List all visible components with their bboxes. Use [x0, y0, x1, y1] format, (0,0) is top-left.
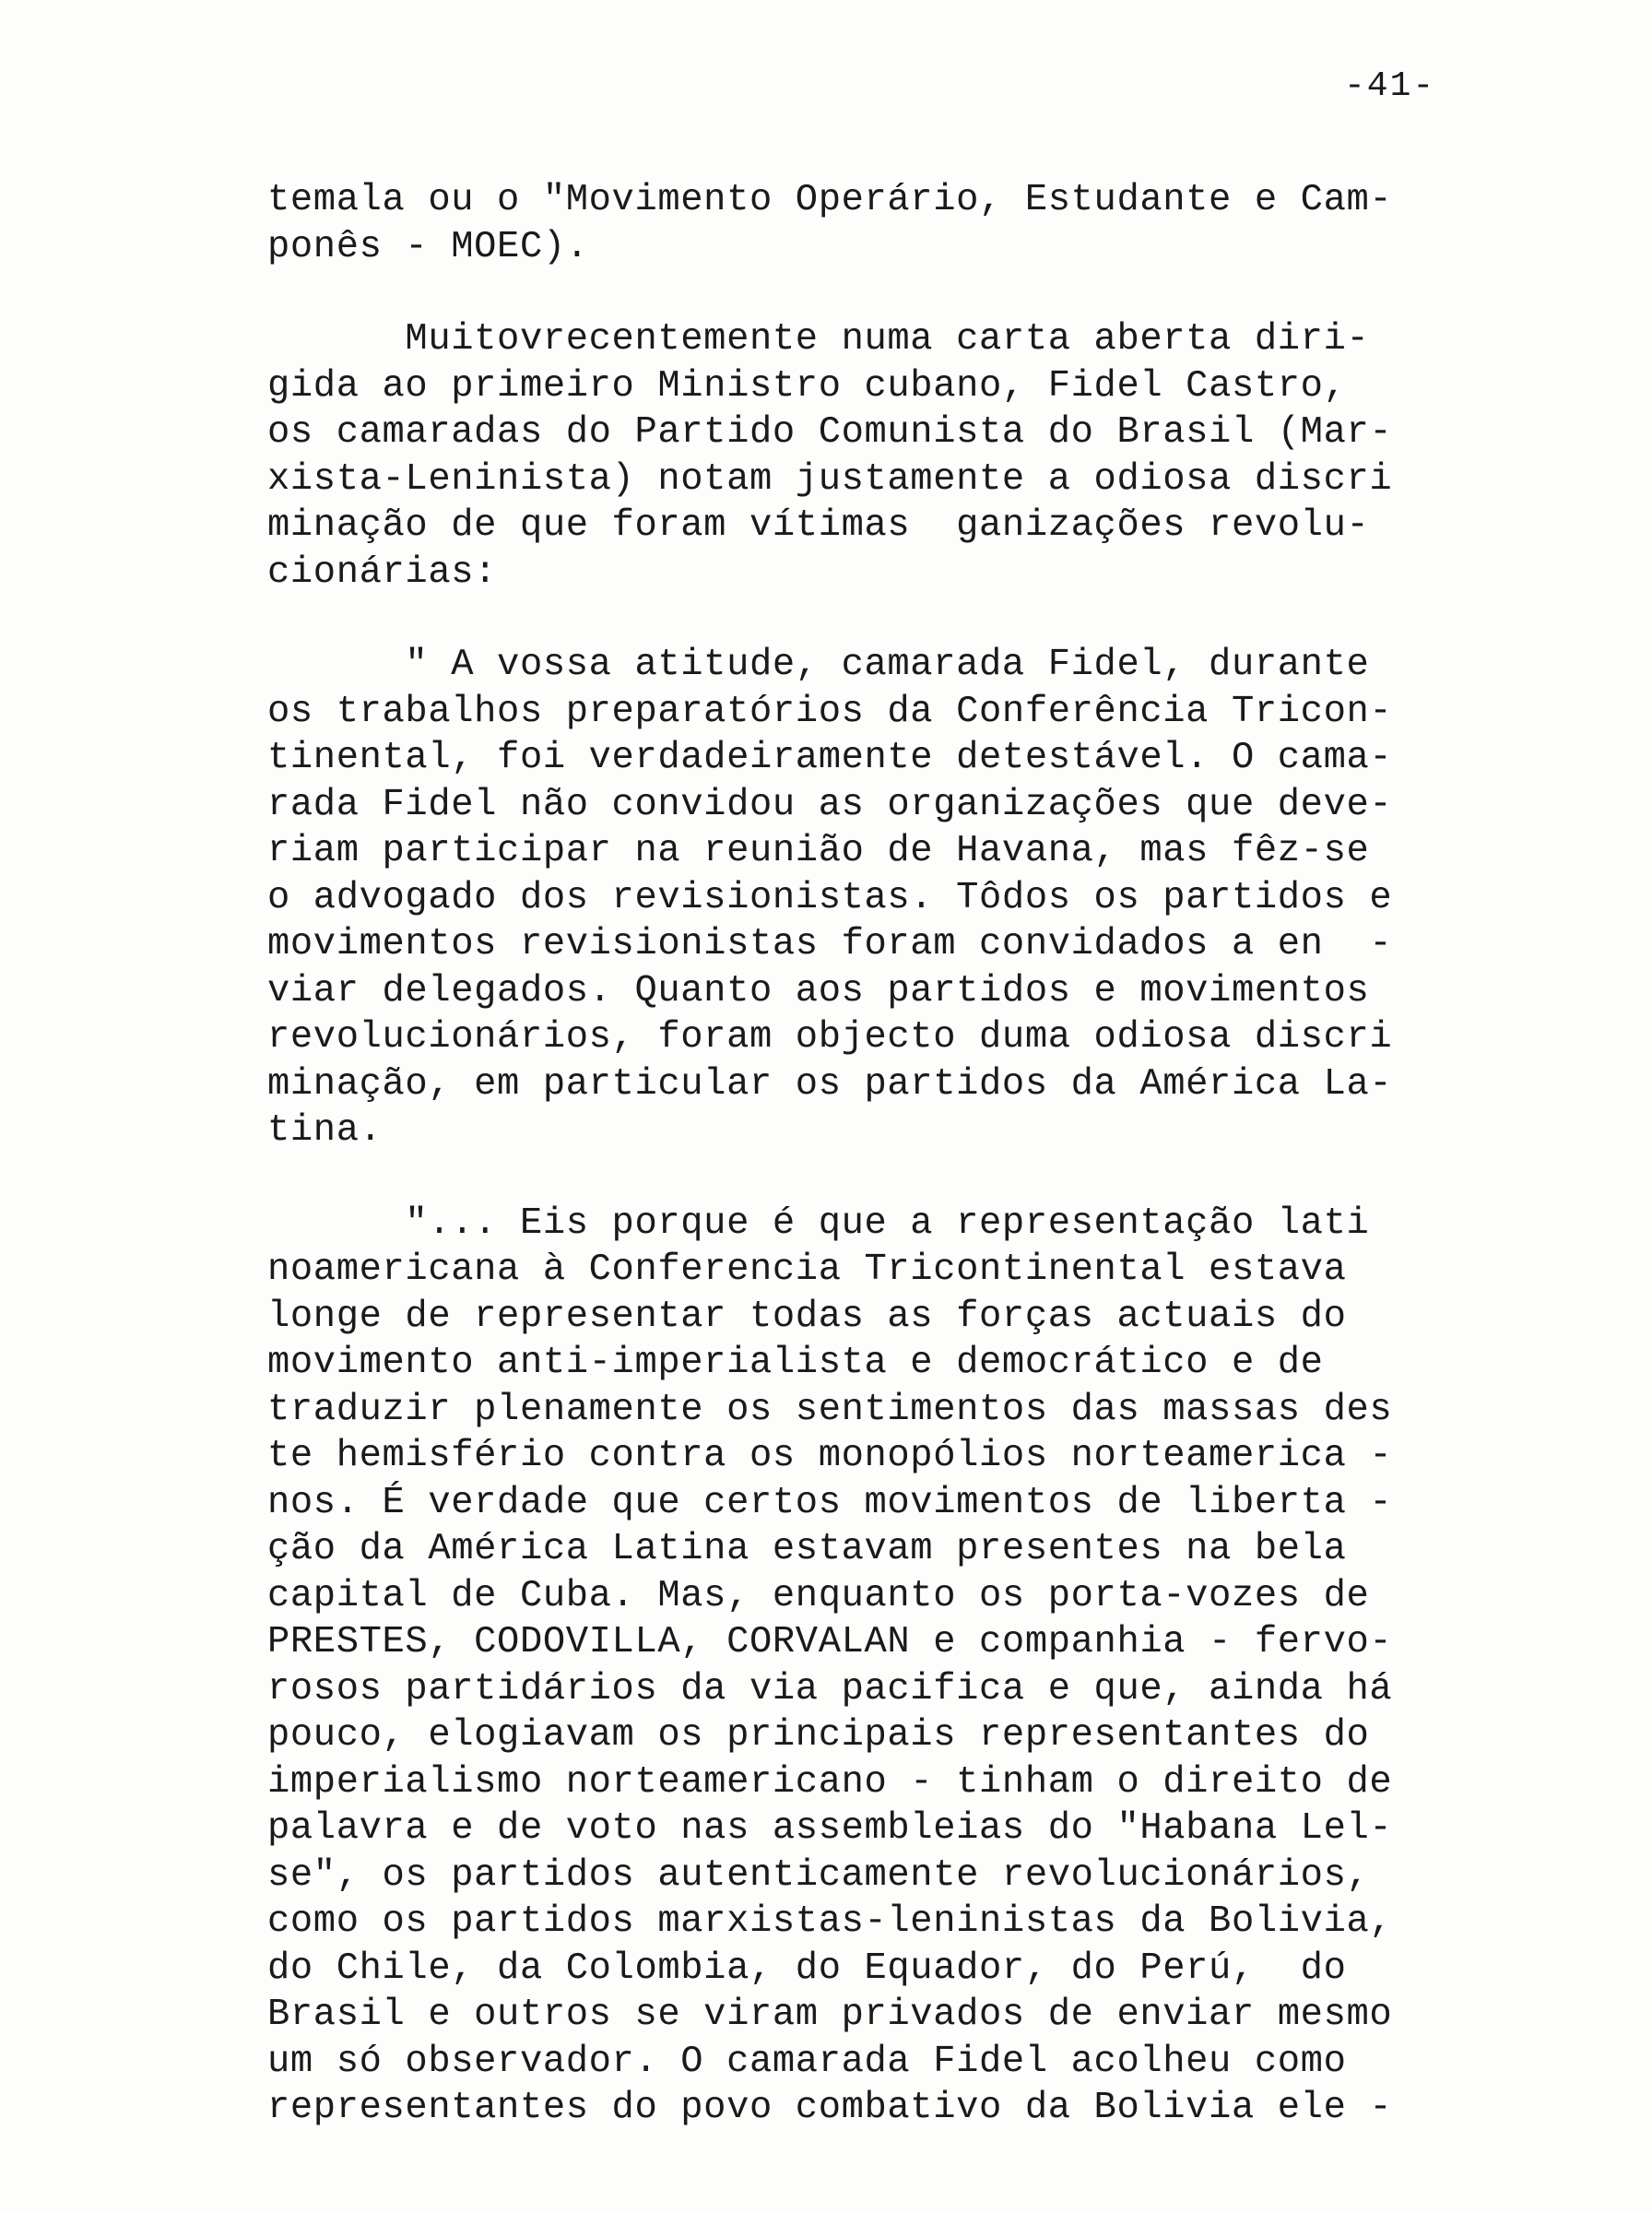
text-line: riam participar na reunião de Havana, mas fêz-se [267, 830, 1370, 872]
paragraph-gap [267, 270, 1503, 316]
paragraph [267, 316, 1503, 596]
text-line: palavra e de voto nas assembleias do "Habana Lel- [267, 1807, 1393, 1850]
paragraph [267, 177, 1503, 270]
text-line: xista-Leninista) notam justamente a odiosa discri [267, 457, 1393, 501]
text-line: noamericana à Conferencia Tricontinental estava [267, 1249, 1347, 1291]
text-line: revolucionários, foram objecto duma odiosa discri [267, 1016, 1393, 1059]
text-line: " A vossa atitude, camarada Fidel, durante [267, 644, 1370, 686]
text-line: os trabalhos preparatórios da Conferência Tricon- [267, 690, 1393, 733]
text-line: rosos partidários da via pacifica e que, ainda há [267, 1667, 1393, 1710]
text-line: minação, em particular os partidos da América La- [267, 1062, 1393, 1106]
text-line: Muitovrecentemente numa carta aberta diri- [267, 318, 1370, 361]
text-line: rada Fidel não convidou as organizações que deve- [267, 783, 1393, 826]
text-line: ção da América Latina estavam presentes na bela [267, 1528, 1347, 1570]
text-line: te hemisfério contra os monopólios norteamerica - [267, 1435, 1393, 1477]
text-line: Brasil e outros se viram privados de enviar mesmo [267, 1994, 1393, 2036]
paragraph-gap [267, 596, 1503, 642]
text-line: temala ou o "Movimento Operário, Estudante e Cam- [267, 179, 1393, 221]
text-line: capital de Cuba. Mas, enquanto os porta-vozes de [267, 1574, 1370, 1617]
text-line: traduzir plenamente os sentimentos das massas des [267, 1388, 1393, 1431]
text-line: PRESTES, CODOVILLA, CORVALAN e companhia - fervo- [267, 1621, 1393, 1663]
page-number: -41- [1344, 66, 1436, 106]
text-line: o advogado dos revisionistas. Tôdos os partidos e [267, 876, 1393, 919]
text-line: um só observador. O camarada Fidel acolheu como [267, 2040, 1347, 2083]
text-line: movimento anti-imperialista e democrático e de [267, 1342, 1324, 1384]
text-line: imperialismo norteamericano - tinham o direito de [267, 1760, 1393, 1804]
text-line: os camaradas do Partido Comunista do Brasil (Mar- [267, 411, 1393, 454]
text-line: longe de representar todas as forças actuais do [267, 1295, 1347, 1338]
text-line: cionárias: [267, 550, 498, 594]
paragraph [267, 642, 1503, 1154]
text-line: tinental, foi verdadeiramente detestável. O cama- [267, 737, 1393, 779]
text-line: "... Eis porque é que a representação lati [267, 1201, 1370, 1245]
text-line: minação de que foram vítimas ganizações revolu- [267, 504, 1370, 547]
text-line: representantes do povo combativo da Bolivia ele - [267, 2087, 1393, 2129]
text-line: como os partidos marxistas-leninistas da Bolivia, [267, 1900, 1393, 1943]
text-line: nos. É verdade que certos movimentos de liberta - [267, 1481, 1393, 1524]
text-line: pouco, elogiavam os principais representantes do [267, 1714, 1370, 1757]
document-body [267, 177, 1503, 2132]
text-line: gida ao primeiro Ministro cubano, Fidel Castro, [267, 364, 1347, 408]
paragraph [267, 1201, 1503, 2132]
text-line: tina. [267, 1109, 383, 1152]
paragraph-gap [267, 1154, 1503, 1201]
text-line: movimentos revisionistas foram convidados a en - [267, 923, 1393, 965]
text-line: ponês - MOEC). [267, 225, 589, 268]
text-line: do Chile, da Colombia, do Equador, do Perú, do [267, 1947, 1347, 1990]
text-line: viar delegados. Quanto aos partidos e movimentos [267, 969, 1370, 1012]
text-line: se", os partidos autenticamente revolucionários, [267, 1853, 1370, 1897]
